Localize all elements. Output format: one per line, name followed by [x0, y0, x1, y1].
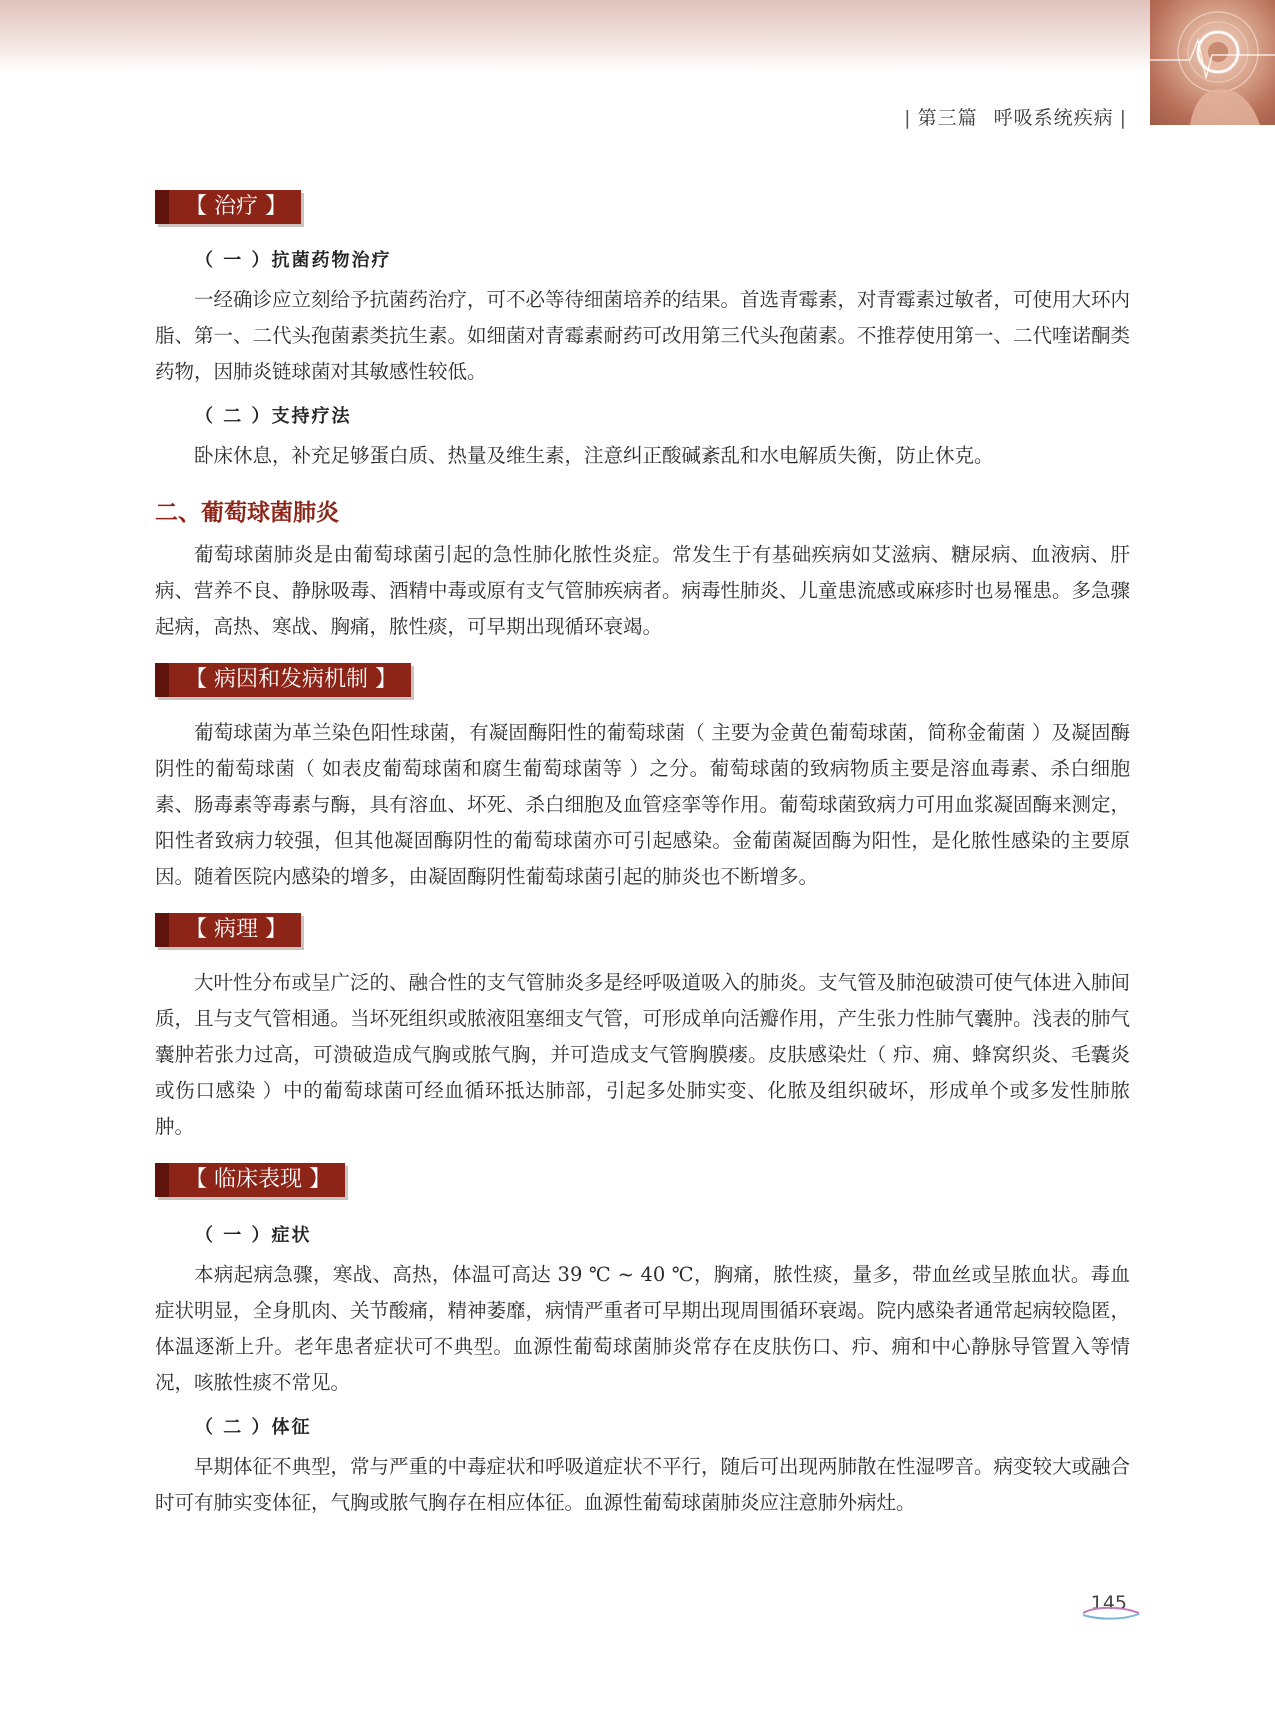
running-head-divider-right: |	[1119, 107, 1127, 129]
header-band	[0, 0, 1150, 72]
subheading-antibiotic-therapy: （ 一 ）抗菌药物治疗	[195, 250, 392, 271]
running-head-part: 第三篇	[917, 107, 978, 129]
running-head-chapter: 呼吸系统疾病	[993, 107, 1114, 129]
paragraph-etiology: 葡萄球菌为革兰染色阳性球菌，有凝固酶阳性的葡萄球菌（ 主要为金黄色葡萄球菌，简称金葡菌 ）及凝固酶阴性的葡萄球菌（ 如表皮葡萄球菌和腐生葡萄球菌等 ）之分。葡萄球菌的致病物质主要是溶血毒素、杀白细胞素、肠毒素等毒素与酶，具有溶血、坏死、杀白细胞及血管痉挛等作用。葡萄球菌致病力可用血浆凝固酶来测定，阳性者致病力较强，但其他凝固酶阴性的葡萄球菌亦可引起感染。金葡菌凝固酶为阳性，是化脓性感染的主要原因。随着医院内感染的增多，由凝固酶阴性葡萄球菌引起的肺炎也不断增多。	[155, 721, 1131, 888]
section-label-etiology: 【 病因和发病机制 】	[155, 663, 411, 697]
paragraph-pathology: 大叶性分布或呈广泛的、融合性的支气管肺炎多是经呼吸道吸入的肺炎。支气管及肺泡破溃可使气体进入肺间质，且与支气管相通。当坏死组织或脓液阻塞细支气管，可形成单向活瓣作用，产生张力性肺气囊肿。浅表的肺气囊肿若张力过高，可溃破造成气胸或脓气胸，并可造成支气管胸膜瘘。皮肤感染灶（ 疖、痈、蜂窝织炎、毛囊炎或伤口感染 ）中的葡萄球菌可经血循环抵达肺部，引起多处肺实变、化脓及组织破坏，形成单个或多发性肺脓肿。	[155, 971, 1131, 1138]
paragraph-signs: 早期体征不典型，常与严重的中毒症状和呼吸道症状不平行，随后可出现两肺散在性湿啰音。病变较大或融合时可有肺实变体征，气胸或脓气胸存在相应体征。血源性葡萄球菌肺炎应注意肺外病灶。	[155, 1455, 1131, 1514]
paragraph-antibiotic-therapy: 一经确诊应立刻给予抗菌药治疗，可不必等待细菌培养的结果。首选青霉素，对青霉素过敏者，可使用大环内脂、第一、二代头孢菌素类抗生素。如细菌对青霉素耐药可改用第三代头孢菌素。不推荐使用第一、二代喹诺酮类药物，因肺炎链球菌对其敏感性较低。	[155, 288, 1131, 383]
subheading-symptoms: （ 一 ）症状	[195, 1225, 312, 1246]
swirl-decoration-icon	[1081, 1606, 1141, 1620]
running-head	[898, 103, 1133, 130]
running-head-divider-left: |	[904, 107, 912, 129]
subheading-supportive-therapy: （ 二 ）支持疗法	[195, 406, 352, 427]
page-number	[1091, 1592, 1127, 1614]
page-number-text: 145	[1090, 1592, 1127, 1614]
page-content	[155, 190, 1130, 1521]
paragraph-supportive-therapy: 卧床休息，补充足够蛋白质、热量及维生素，注意纠正酸碱紊乱和水电解质失衡，防止休克。	[194, 444, 994, 467]
paragraph-symptoms: 本病起病急骤，寒战、高热，体温可高达 39 ℃ ~ 40 ℃，胸痛，脓性痰，量多，带血丝或呈脓血状。毒血症状明显，全身肌肉、关节酸痛，精神萎靡，病情严重者可早期出现周围循环衰竭。院内感染者通常起病较隐匿，体温逐渐上升。老年患者症状可不典型。血源性葡萄球菌肺炎常存在皮肤伤口、疖、痈和中心静脉导管置入等情况，咳脓性痰不常见。	[155, 1263, 1131, 1394]
paragraph-staph-intro: 葡萄球菌肺炎是由葡萄球菌引起的急性肺化脓性炎症。常发生于有基础疾病如艾滋病、糖尿病、血液病、肝病、营养不良、静脉吸毒、酒精中毒或原有支气管肺疾病者。病毒性肺炎、儿童患流感或麻疹时也易罹患。多急骤起病，高热、寒战、胸痛，脓性痰，可早期出现循环衰竭。	[155, 543, 1131, 638]
section-label-clinical: 【 临床表现 】	[155, 1163, 345, 1197]
section-label-treatment: 【 治疗 】	[155, 190, 301, 224]
section-label-pathology: 【 病理 】	[155, 913, 301, 947]
stethoscope-decoration-image	[1150, 0, 1275, 125]
subheading-signs: （ 二 ）体征	[195, 1417, 312, 1438]
chapter-heading-staph-pneumonia: 二、葡萄球菌肺炎	[155, 500, 339, 526]
